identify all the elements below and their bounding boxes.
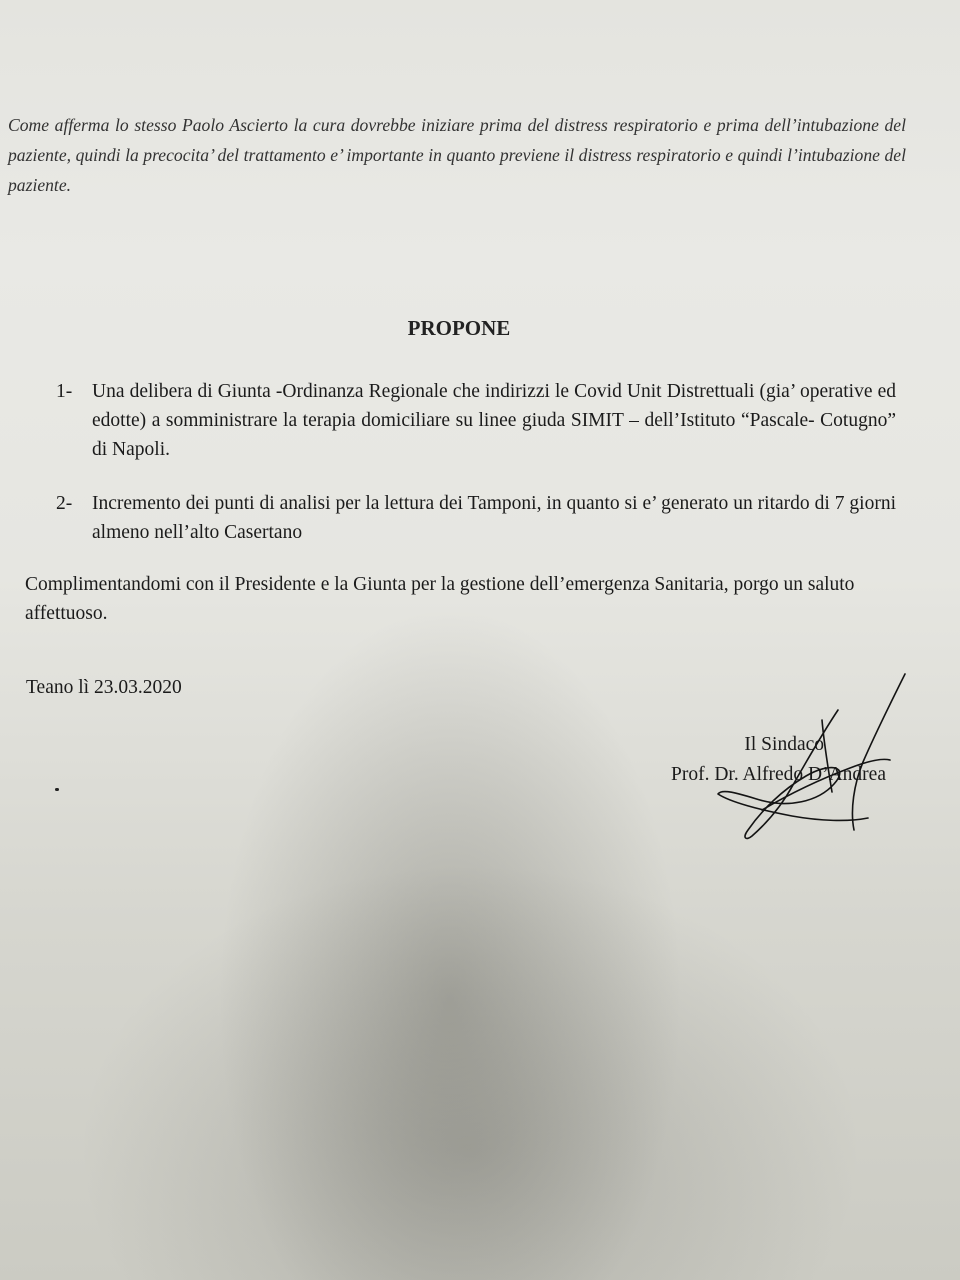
list-item-number: 2-	[56, 493, 73, 514]
list-item-text: Incremento dei punti di analisi per la lettura dei Tamponi, in quanto si e’ generato un ritardo di 7 giorni almeno nell’alto Casertano	[92, 493, 896, 543]
ink-speck	[55, 788, 59, 791]
place-date: Teano lì 23.03.2020	[26, 677, 182, 698]
list-item	[56, 377, 896, 464]
handwritten-signature	[700, 660, 930, 860]
list-item	[56, 489, 896, 547]
list-item-text: Una delibera di Giunta -Ordinanza Regionale che indirizzi le Covid Unit Distrettuali (gia’ operative ed edotte) a somministrare la terapia domiciliare su linee giuda SIMIT – dell’Istituto “Pascale- Cotugno” di Napoli.	[92, 381, 896, 460]
section-heading: PROPONE	[407, 316, 511, 340]
intro-paragraph: Come afferma lo stesso Paolo Ascierto la cura dovrebbe iniziare prima del distress respiratorio e prima dell’intubazione del paziente, quindi la precocita’ del trattamento e’ importante in quanto previene il distress respiratorio e quindi l’intubazione del paziente.	[8, 115, 906, 195]
list-item-number: 1-	[56, 381, 73, 402]
signatory-role: Il Sindaco	[744, 734, 824, 755]
signatory-name: Prof. Dr. Alfredo D’Andrea	[671, 764, 886, 785]
closing-paragraph: Complimentandomi con il Presidente e la Giunta per la gestione dell’emergenza Sanitaria, porgo un saluto affettuoso.	[25, 574, 855, 624]
